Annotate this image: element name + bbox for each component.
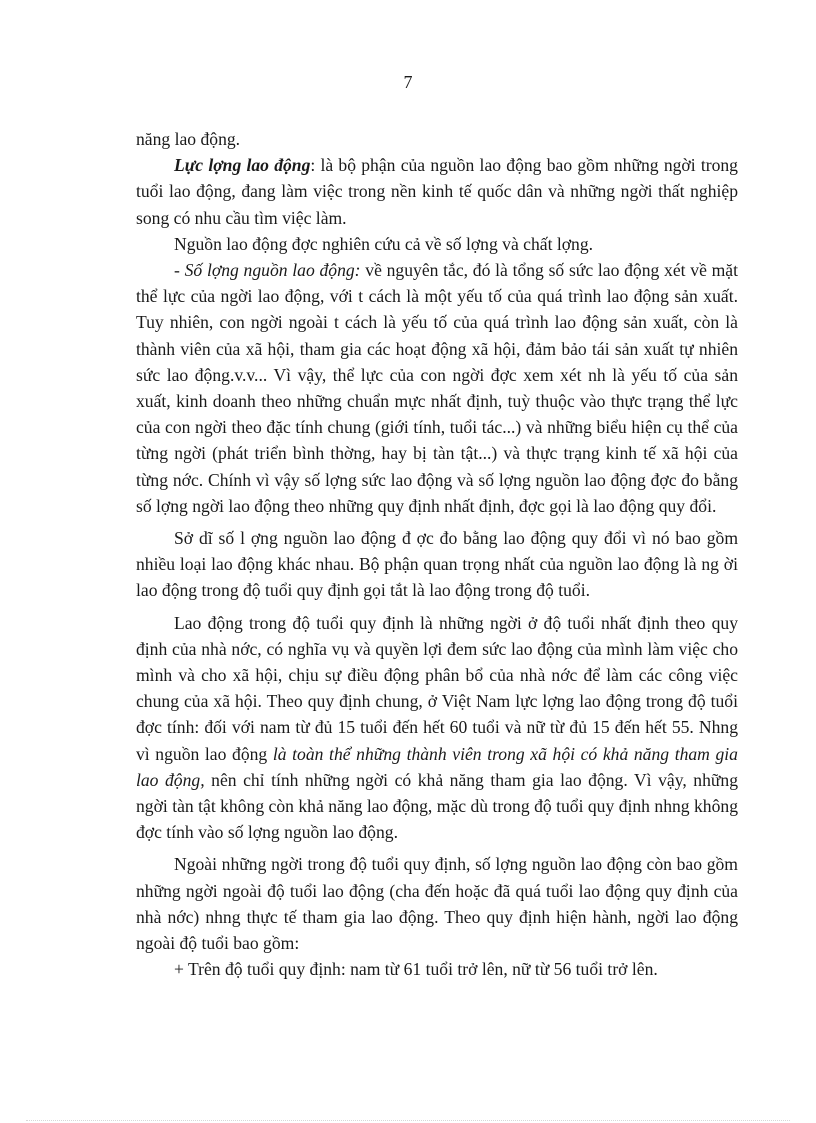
- paragraph-quantity: [136, 257, 738, 519]
- page-number: 7: [403, 72, 413, 92]
- converted-labor-text: Sở dĩ số l ợng nguồn lao động đ ợc đo bằng lao động quy đổi vì nó bao gồm nhiều loại lao động khác nhau. Bộ phận quan trọng nhất của nguồn lao động là ng ời lao động trong độ tuổi quy định gọi tắt là lao động trong độ tuổi.: [136, 528, 738, 601]
- page-bottom-divider: [26, 1120, 790, 1121]
- working-age-text-b: nên chỉ tính những ngời có khả năng tham gia lao động. Vì vậy, những ngời tàn tật không còn khả năng lao động, mặc dù trong độ tuổi quy định nhng không đợc tính vào số lợng nguồn lao động.: [136, 769, 739, 843]
- working-age-emphasis: là toàn thể những thành viên trong xã hội có khả năng tham gia lao động,: [136, 743, 738, 790]
- document-body: [136, 126, 738, 983]
- above-age-text: + Trên độ tuổi quy định: nam từ 61 tuổi trở lên, nữ từ 56 tuổi trở lên.: [174, 959, 658, 980]
- paragraph-converted-labor: [136, 525, 738, 604]
- paragraph-outside-age: [136, 851, 738, 956]
- term-labor-force: Lực lợng lao động: [174, 155, 311, 176]
- paragraph-research-scope: [136, 231, 738, 257]
- working-age-text-a: Lao động trong độ tuổi quy định là những ngời ở độ tuổi nhất định theo quy định của nhà nớc, có nghĩa vụ và quyền lợi đem sức lao động của mình làm việc cho mình và cho xã hội, chịu sự điều động phân bổ của nhà nớc để làm các công việc chung của xã hội. Theo quy định chung, ở Việt Nam lực lợng lao động trong độ tuổi đợc tính: đối với nam từ đủ 15 tuổi đến hết 60 tuổi và nữ từ đủ 15 đến hết 55. Nhng vì nguồn lao động: [136, 612, 738, 764]
- paragraph-1-text: năng lao động.: [136, 129, 241, 149]
- labor-force-definition: : là bộ phận của nguồn lao động bao gồm những ngời trong tuổi lao động, đang làm việc trong nền kinh tế quốc dân và những ngời thất nghiệp song có nhu cầu tìm việc làm.: [136, 155, 738, 228]
- term-quantity: Số lợng nguồn lao động:: [184, 260, 361, 281]
- paragraph-1: [136, 126, 738, 152]
- paragraph-above-age: [136, 956, 738, 982]
- paragraph-working-age: [136, 610, 738, 846]
- paragraph-labor-force: [136, 152, 738, 231]
- research-scope-text: Nguồn lao động đợc nghiên cứu cả về số lợng và chất lợng.: [174, 233, 594, 254]
- quantity-text: về nguyên tắc, đó là tổng số sức lao động xét về mặt thể lực của ngời lao động, với t cách là một yếu tố của quá trình lao động sản xuất. Tuy nhiên, con ngời ngoài t cách là yếu tố của quá trình lao động sản xuất, còn là thành viên của xã hội, tham gia các hoạt động xã hội, đảm bảo tái sản xuất tự nhiên sức lao động.v.v... Vì vậy, thể lực của con ngời đợc xem xét nh là yếu tố của sản xuất, kinh doanh theo những chuẩn mực nhất định, tuỳ thuộc vào thực trạng thể lực của con ngời theo đặc tính chung (giới tính, tuổi tác...) và những biểu hiện cụ thể của từng ngời (phát triển bình thờng, hay bị tàn tật...) và thực trạng kinh tế xã hội của từng nớc. Chính vì vậy số lợng sức lao động và số lợng nguồn lao động đợc đo bằng số lợng ngời lao động theo những quy định nhất định, đợc gọi là lao động quy đổi.: [136, 260, 738, 516]
- outside-age-text: Ngoài những ngời trong độ tuổi quy định, số lợng nguồn lao động còn bao gồm những ngời ngoài độ tuổi lao động (cha đến hoặc đã quá tuổi lao động quy định của nhà nớc) nhng thực tế tham gia lao động. Theo quy định hiện hành, ngời lao động ngoài độ tuổi bao gồm:: [136, 854, 738, 954]
- quantity-prefix: -: [174, 260, 185, 281]
